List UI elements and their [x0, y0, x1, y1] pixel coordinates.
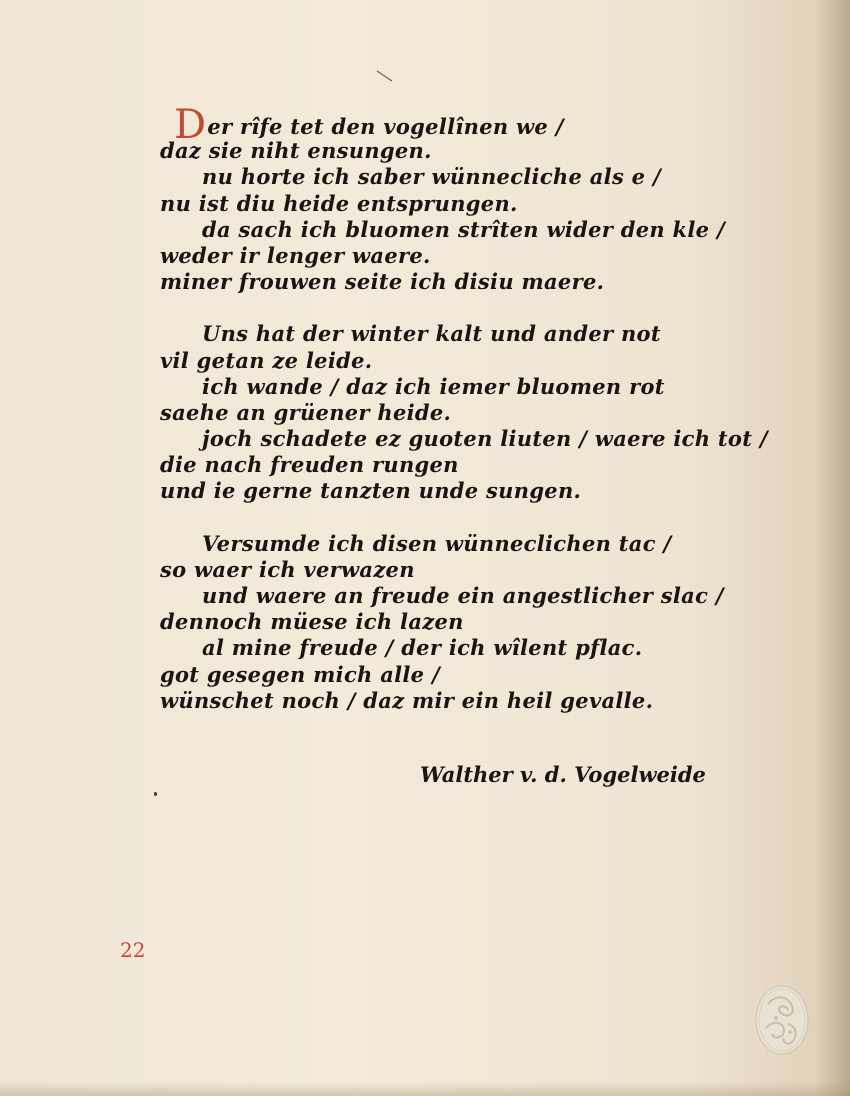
poem-line-text: miner frouwen seite ich disiu maere. — [160, 269, 605, 295]
poem-line-text: Uns hat der winter kalt und ander not — [202, 321, 661, 347]
poem-line — [160, 321, 720, 347]
poem-line — [160, 348, 720, 374]
poem-line — [160, 688, 720, 714]
poem-line-text: dennoch müese ich lazen — [160, 609, 464, 635]
poem-line — [160, 531, 720, 557]
poem-line — [160, 102, 720, 148]
poem-stanza — [160, 102, 725, 295]
pencil-mark — [376, 70, 394, 82]
poem-line-text: daz sie niht ensungen. — [160, 138, 432, 164]
author-signature: Walther v. d. Vogelweide — [420, 762, 706, 787]
poem-line — [160, 662, 720, 688]
poem-line-text: wünschet noch / daz mir ein heil gevalle. — [160, 687, 654, 713]
poem-stanza — [160, 530, 724, 714]
poem-line — [160, 426, 768, 452]
poem-line-text: er rîfe tet den vogellînen we / — [207, 114, 564, 139]
poem-stanza — [160, 321, 768, 504]
poem-line-text: Versumde ich disen wünneclichen tac / — [202, 530, 672, 556]
poem-line — [160, 243, 720, 269]
poem-line — [160, 191, 720, 217]
poem-line-text: und waere an freude ein angestlicher slac / — [202, 583, 724, 608]
poem-line-text: vil getan ze leide. — [160, 347, 373, 373]
poem-line — [160, 216, 725, 243]
poem-line-text: und ie gerne tanzten unde sungen. — [160, 478, 582, 504]
poem-line — [160, 609, 720, 635]
ornament-stamp-icon — [754, 984, 810, 1056]
poem-line — [160, 164, 720, 190]
poem-line — [160, 635, 720, 661]
poem-line — [160, 557, 720, 583]
poem-line — [160, 452, 720, 478]
poem-line — [160, 400, 720, 426]
poem-line — [160, 138, 720, 164]
page-number: 22 — [120, 938, 146, 962]
poem-line-text: so waer ich verwazen — [160, 556, 415, 582]
decorated-initial: D — [174, 102, 207, 148]
poem-line-text: al mine freude / der ich wîlent pflac. — [202, 635, 643, 661]
poem-line — [160, 374, 720, 400]
poem-line-text: ich wande / daz ich iemer bluomen rot — [202, 373, 665, 399]
poem-line-text: got gesegen mich alle / — [160, 661, 440, 687]
poem-line-text: joch schadete ez guoten liuten / waere ich tot / — [202, 426, 768, 452]
poem-line-text: nu ist diu heide entsprungen. — [160, 190, 518, 216]
poem-line — [160, 583, 724, 609]
poem-line-text: die nach freuden rungen — [160, 452, 459, 478]
ink-speck — [154, 792, 157, 796]
poem — [160, 102, 768, 740]
poem-line-text: da sach ich bluomen strîten wider den kle / — [202, 216, 725, 242]
poem-line — [160, 269, 720, 295]
poem-line-text: saehe an grüener heide. — [160, 399, 452, 425]
poem-line — [160, 478, 720, 504]
poem-line-text: nu horte ich saber wünnecliche als e / — [202, 164, 661, 190]
poem-line-text: weder ir lenger waere. — [160, 242, 431, 268]
